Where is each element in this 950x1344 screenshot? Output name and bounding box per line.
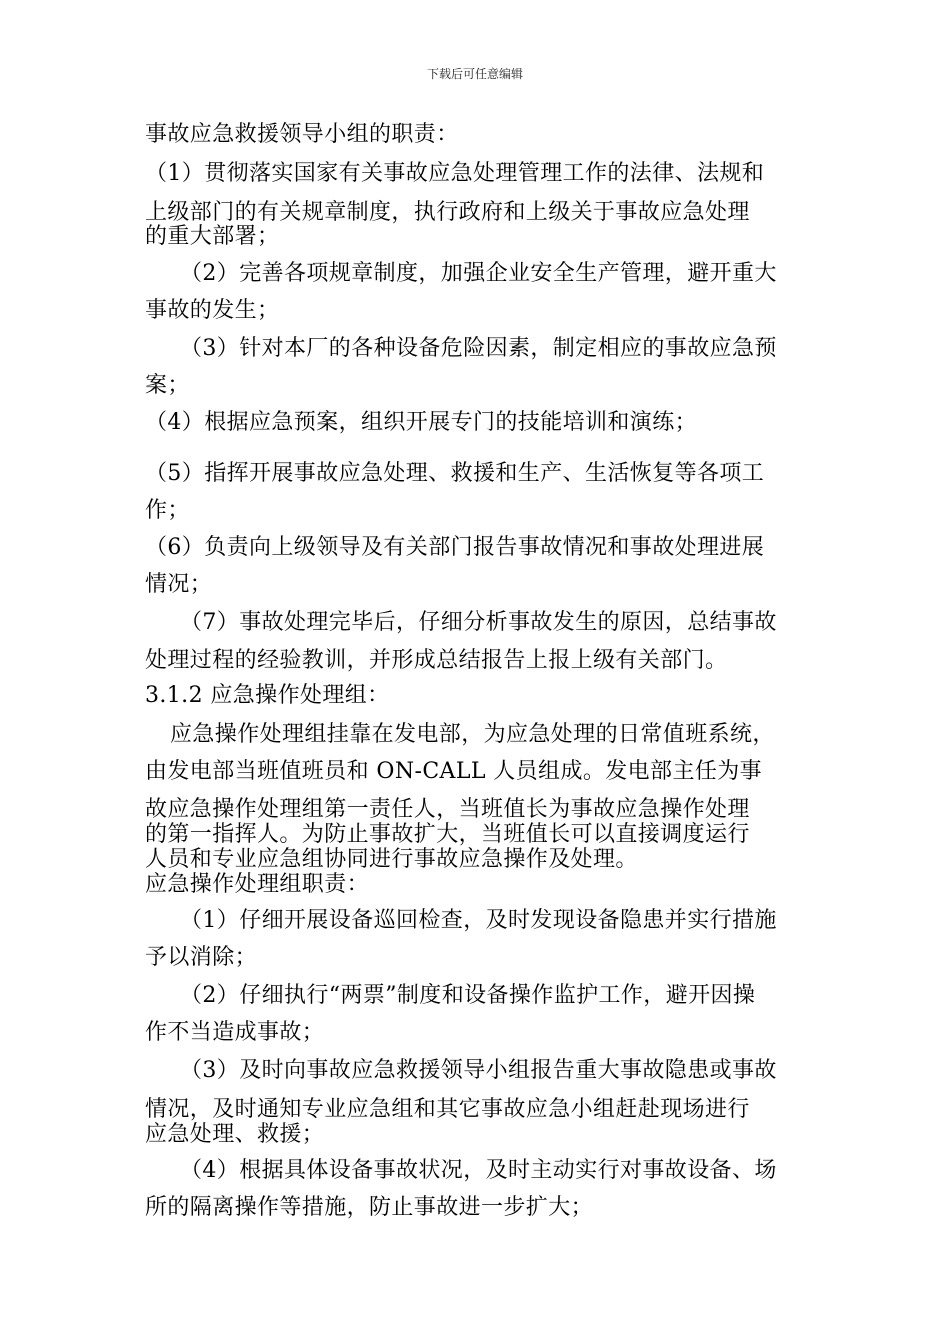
paragraph-line: 的第一指挥人。为防止事故扩大，当班值长可以直接调度运行 — [145, 822, 750, 847]
paragraph-line: 予以消除； — [145, 945, 258, 970]
paragraph-line: 所的隔离操作等措施，防止事故进一步扩大； — [145, 1195, 594, 1220]
paragraph-line: 情况； — [145, 572, 213, 597]
paragraph-line: 案； — [145, 373, 190, 398]
section-heading: 3.1.2 应急操作处理组： — [145, 683, 390, 708]
paragraph-line: （4）根据具体设备事故状况，及时主动实行对事故设备、场 — [180, 1158, 777, 1183]
paragraph-line: 应急操作处理组职责： — [145, 872, 370, 897]
paragraph-line: （4）根据应急预案，组织开展专门的技能培训和演练； — [145, 410, 697, 435]
paragraph-line: 情况，及时通知专业应急组和其它事故应急小组赶赴现场进行 — [145, 1097, 750, 1122]
paragraph-line: （3）及时向事故应急救援领导小组报告重大事故隐患或事故 — [180, 1058, 777, 1083]
paragraph-line: 故应急操作处理组第一责任人，当班值长为事故应急操作处理 — [145, 797, 750, 822]
paragraph-line: 处理过程的经验教训，并形成总结报告上报上级有关部门。 — [145, 648, 728, 673]
paragraph-line: 应急处理、救援； — [145, 1122, 325, 1147]
paragraph-line: 人员和专业应急组协同进行事故应急操作及处理。 — [145, 847, 638, 872]
paragraph-line: 事故的发生； — [145, 298, 280, 323]
paragraph-line: （2）完善各项规章制度，加强企业安全生产管理，避开重大 — [180, 261, 777, 286]
paragraph-line: （6）负责向上级领导及有关部门报告事故情况和事故处理进展 — [145, 535, 765, 560]
paragraph-line: （3）针对本厂的各种设备危险因素，制定相应的事故应急预 — [180, 336, 777, 361]
page-header: 下载后可任意编辑 — [426, 67, 523, 81]
paragraph-line: （1）贯彻落实国家有关事故应急处理管理工作的法律、法规和 — [145, 161, 765, 186]
paragraph-line: 由发电部当班值班员和 ON-CALL 人员组成。发电部主任为事 — [145, 759, 763, 784]
paragraph-line: （7）事故处理完毕后，仔细分析事故发生的原因，总结事故 — [180, 610, 777, 635]
paragraph-line: 作； — [145, 498, 190, 523]
paragraph-line: 作不当造成事故； — [145, 1020, 325, 1045]
paragraph-line: 事故应急救援领导小组的职责： — [145, 122, 459, 147]
paragraph-line: 的重大部署； — [145, 224, 280, 249]
paragraph-line: 上级部门的有关规章制度，执行政府和上级关于事故应急处理 — [145, 200, 750, 225]
paragraph-line: （2）仔细执行“两票”制度和设备操作监护工作，避开因操 — [180, 983, 756, 1008]
paragraph-line: 应急操作处理组挂靠在发电部，为应急处理的日常值班系统， — [170, 722, 775, 747]
paragraph-line: （5）指挥开展事故应急处理、救援和生产、生活恢复等各项工 — [145, 461, 765, 486]
paragraph-line: （1）仔细开展设备巡回检查，及时发现设备隐患并实行措施 — [180, 908, 777, 933]
